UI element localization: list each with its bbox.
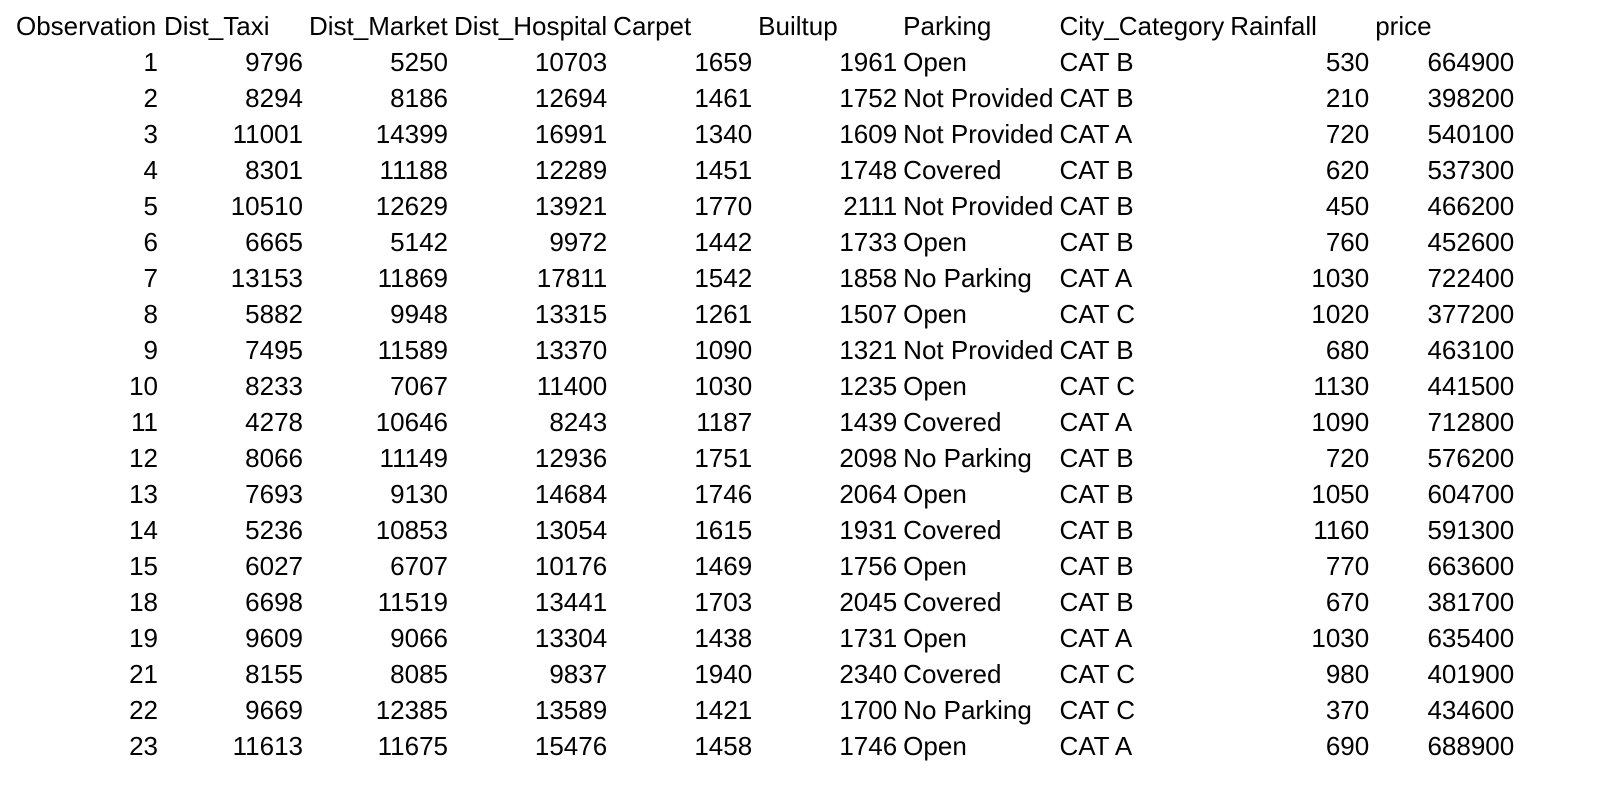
table-cell[interactable]: 11519 bbox=[377, 587, 448, 617]
table-cell[interactable]: 1609 bbox=[839, 119, 898, 149]
table-cell[interactable]: 441500 bbox=[1427, 371, 1515, 401]
table-cell[interactable]: 6027 bbox=[245, 551, 303, 581]
table-cell[interactable]: 9948 bbox=[390, 299, 448, 329]
table-cell[interactable]: 1507 bbox=[839, 299, 898, 329]
table-row bbox=[14, 116, 1518, 152]
table-cell[interactable]: 1751 bbox=[694, 443, 753, 473]
table-cell[interactable]: 620 bbox=[1325, 155, 1370, 185]
table-cell[interactable]: 12289 bbox=[534, 155, 608, 185]
table-cell[interactable]: CAT C bbox=[1059, 659, 1136, 689]
table-cell[interactable]: 720 bbox=[1325, 119, 1370, 149]
table-cell[interactable]: 1438 bbox=[694, 623, 753, 653]
table-cell[interactable]: 9130 bbox=[390, 479, 448, 509]
table-cell[interactable]: 1090 bbox=[1311, 407, 1370, 437]
table-cell[interactable]: Not Provided bbox=[903, 191, 1054, 221]
table-cell[interactable]: 1469 bbox=[694, 551, 753, 581]
table-cell[interactable]: 15476 bbox=[534, 731, 608, 761]
table-cell[interactable]: 722400 bbox=[1427, 263, 1515, 293]
table-row bbox=[14, 44, 1518, 80]
table-cell[interactable]: 712800 bbox=[1427, 407, 1515, 437]
table-cell[interactable]: 1 bbox=[143, 47, 158, 77]
table-cell[interactable]: Open bbox=[903, 299, 967, 329]
spreadsheet-table bbox=[14, 8, 1518, 764]
table-row bbox=[14, 584, 1518, 620]
column-header-2[interactable]: Dist_Market bbox=[309, 11, 448, 41]
table-row bbox=[14, 332, 1518, 368]
table-cell[interactable]: 720 bbox=[1325, 443, 1370, 473]
table-cell[interactable]: 22 bbox=[129, 695, 158, 725]
table-row bbox=[14, 692, 1518, 728]
table-cell[interactable]: CAT B bbox=[1059, 191, 1134, 221]
table-cell[interactable]: 8 bbox=[143, 299, 158, 329]
table-cell[interactable]: 11869 bbox=[377, 263, 448, 293]
table-row bbox=[14, 224, 1518, 260]
table-cell[interactable]: Open bbox=[903, 47, 967, 77]
table-cell[interactable]: 1752 bbox=[839, 83, 898, 113]
column-header-8[interactable]: Rainfall bbox=[1230, 11, 1317, 41]
table-cell[interactable]: Covered bbox=[903, 659, 1002, 689]
table-cell[interactable]: 8085 bbox=[390, 659, 448, 689]
table-cell[interactable]: 18 bbox=[129, 587, 158, 617]
column-header-7[interactable]: City_Category bbox=[1059, 11, 1225, 41]
table-cell[interactable]: 450 bbox=[1325, 191, 1370, 221]
table-row bbox=[14, 260, 1518, 296]
table-cell[interactable]: CAT B bbox=[1059, 155, 1134, 185]
table-cell[interactable]: 15 bbox=[129, 551, 158, 581]
table-cell[interactable]: 8301 bbox=[245, 155, 303, 185]
table-cell[interactable]: CAT C bbox=[1059, 695, 1136, 725]
table-row bbox=[14, 548, 1518, 584]
table-cell[interactable]: 12694 bbox=[534, 83, 608, 113]
table-cell[interactable]: 1261 bbox=[694, 299, 753, 329]
table-cell[interactable]: 398200 bbox=[1427, 83, 1515, 113]
table-cell[interactable]: 1615 bbox=[694, 515, 753, 545]
table-cell[interactable]: 8294 bbox=[245, 83, 303, 113]
table-cell[interactable]: CAT B bbox=[1059, 443, 1134, 473]
table-cell[interactable]: 5882 bbox=[245, 299, 303, 329]
table-cell[interactable]: 10 bbox=[129, 371, 158, 401]
table-cell[interactable]: 4278 bbox=[245, 407, 303, 437]
table-cell[interactable]: 537300 bbox=[1427, 155, 1515, 185]
table-cell[interactable]: 1746 bbox=[839, 731, 898, 761]
table-cell[interactable]: 370 bbox=[1325, 695, 1370, 725]
table-cell[interactable]: 5 bbox=[143, 191, 158, 221]
table-cell[interactable]: 11589 bbox=[377, 335, 448, 365]
header-row-group bbox=[14, 8, 1518, 44]
table-cell[interactable]: Covered bbox=[903, 407, 1002, 437]
table-cell[interactable]: 13153 bbox=[230, 263, 303, 293]
table-cell[interactable]: CAT B bbox=[1059, 227, 1134, 257]
table-cell[interactable]: 5142 bbox=[390, 227, 448, 257]
table-cell[interactable]: CAT C bbox=[1059, 371, 1136, 401]
table-cell[interactable]: 8243 bbox=[549, 407, 608, 437]
table-cell[interactable]: 21 bbox=[129, 659, 158, 689]
table-cell[interactable]: Open bbox=[903, 551, 967, 581]
table-cell[interactable]: CAT A bbox=[1059, 119, 1133, 149]
table-cell[interactable]: 7693 bbox=[245, 479, 303, 509]
table-cell[interactable]: 10853 bbox=[375, 515, 448, 545]
table-cell[interactable]: 670 bbox=[1325, 587, 1370, 617]
table-cell[interactable]: 9669 bbox=[245, 695, 303, 725]
table-row bbox=[14, 476, 1518, 512]
table-row bbox=[14, 440, 1518, 476]
table-cell[interactable]: 1030 bbox=[694, 371, 753, 401]
table-cell[interactable]: 5250 bbox=[390, 47, 448, 77]
column-header-3[interactable]: Dist_Hospital bbox=[454, 11, 608, 41]
table-cell[interactable]: 591300 bbox=[1427, 515, 1515, 545]
table-cell[interactable]: Open bbox=[903, 731, 967, 761]
table-cell[interactable]: 466200 bbox=[1427, 191, 1515, 221]
table-cell[interactable]: 680 bbox=[1325, 335, 1370, 365]
table-cell[interactable]: No Parking bbox=[903, 443, 1032, 473]
table-cell[interactable]: 434600 bbox=[1427, 695, 1515, 725]
table-cell[interactable]: 13304 bbox=[534, 623, 608, 653]
table-cell[interactable]: 6 bbox=[143, 227, 158, 257]
table-cell[interactable]: Covered bbox=[903, 587, 1002, 617]
table-row bbox=[14, 512, 1518, 548]
table-cell[interactable]: 2 bbox=[143, 83, 158, 113]
table-cell[interactable]: 3 bbox=[143, 119, 158, 149]
table-cell[interactable]: 9837 bbox=[549, 659, 608, 689]
table-cell[interactable]: Open bbox=[903, 479, 967, 509]
table-cell[interactable]: 9796 bbox=[245, 47, 303, 77]
table-cell[interactable]: 13441 bbox=[534, 587, 608, 617]
table-cell[interactable]: 980 bbox=[1325, 659, 1370, 689]
table-cell[interactable]: 1030 bbox=[1311, 623, 1370, 653]
table-cell[interactable]: CAT C bbox=[1059, 299, 1136, 329]
table-cell[interactable]: 7067 bbox=[390, 371, 448, 401]
table-cell[interactable]: 19 bbox=[129, 623, 158, 653]
table-body bbox=[14, 44, 1518, 764]
table-row bbox=[14, 188, 1518, 224]
table-cell[interactable]: 377200 bbox=[1427, 299, 1515, 329]
table-cell[interactable]: 10646 bbox=[375, 407, 448, 437]
table-cell[interactable]: 1321 bbox=[839, 335, 898, 365]
table-cell[interactable]: 1451 bbox=[694, 155, 753, 185]
table-cell[interactable]: 760 bbox=[1325, 227, 1370, 257]
table-cell[interactable]: 1090 bbox=[694, 335, 753, 365]
table-cell[interactable]: 13054 bbox=[534, 515, 608, 545]
table-cell[interactable]: 530 bbox=[1325, 47, 1370, 77]
table-cell[interactable]: CAT A bbox=[1059, 407, 1133, 437]
table-cell[interactable]: CAT B bbox=[1059, 83, 1134, 113]
table-cell[interactable]: 664900 bbox=[1427, 47, 1515, 77]
table-cell[interactable]: 6707 bbox=[390, 551, 448, 581]
table-cell[interactable]: 14399 bbox=[375, 119, 448, 149]
table-cell[interactable]: 8233 bbox=[245, 371, 303, 401]
table-cell[interactable]: 1235 bbox=[839, 371, 898, 401]
table-cell[interactable]: 9609 bbox=[245, 623, 303, 653]
table-cell[interactable]: CAT B bbox=[1059, 551, 1134, 581]
table-cell[interactable]: 2340 bbox=[839, 659, 898, 689]
table-cell[interactable]: 1961 bbox=[839, 47, 898, 77]
table-cell[interactable]: CAT A bbox=[1059, 263, 1133, 293]
table-cell[interactable]: 463100 bbox=[1427, 335, 1515, 365]
table-row bbox=[14, 368, 1518, 404]
table-cell[interactable]: 12385 bbox=[375, 695, 448, 725]
table-cell[interactable]: 1030 bbox=[1311, 263, 1370, 293]
table-cell[interactable]: 2098 bbox=[839, 443, 898, 473]
table-cell[interactable]: CAT B bbox=[1059, 587, 1134, 617]
table-cell[interactable]: 7 bbox=[143, 263, 158, 293]
table-cell[interactable]: 8066 bbox=[245, 443, 303, 473]
column-header-9[interactable]: price bbox=[1375, 11, 1432, 41]
table-cell[interactable]: 14 bbox=[129, 515, 158, 545]
table-cell[interactable]: 381700 bbox=[1427, 587, 1515, 617]
table-cell[interactable]: 1461 bbox=[694, 83, 753, 113]
table-cell[interactable]: 1931 bbox=[839, 515, 898, 545]
table-cell[interactable]: 452600 bbox=[1427, 227, 1515, 257]
table-cell[interactable]: 2111 bbox=[843, 191, 898, 221]
table-cell[interactable]: 1756 bbox=[839, 551, 898, 581]
table-cell[interactable]: 1340 bbox=[694, 119, 753, 149]
table-cell[interactable]: Covered bbox=[903, 155, 1002, 185]
table-cell[interactable]: 635400 bbox=[1427, 623, 1515, 653]
table-cell[interactable]: 1050 bbox=[1311, 479, 1370, 509]
table-cell[interactable]: 1442 bbox=[694, 227, 753, 257]
table-cell[interactable]: CAT B bbox=[1059, 335, 1134, 365]
column-header-1[interactable]: Dist_Taxi bbox=[164, 11, 270, 41]
table-cell[interactable]: CAT B bbox=[1059, 515, 1134, 545]
table-cell[interactable]: 1858 bbox=[839, 263, 898, 293]
table-cell[interactable]: 10176 bbox=[534, 551, 608, 581]
table-cell[interactable]: 11613 bbox=[232, 731, 303, 761]
table-cell[interactable]: 690 bbox=[1325, 731, 1370, 761]
table-cell[interactable]: 17811 bbox=[536, 263, 608, 293]
table-cell[interactable]: Covered bbox=[903, 515, 1002, 545]
table-cell[interactable]: CAT A bbox=[1059, 731, 1133, 761]
table-cell[interactable]: 10703 bbox=[534, 47, 608, 77]
table-cell[interactable]: CAT B bbox=[1059, 47, 1134, 77]
table-cell[interactable]: 6698 bbox=[245, 587, 303, 617]
table-cell[interactable]: 1748 bbox=[839, 155, 898, 185]
table-cell[interactable]: 1733 bbox=[839, 227, 898, 257]
table-cell[interactable]: 16991 bbox=[534, 119, 608, 149]
table-cell[interactable]: 11001 bbox=[232, 119, 303, 149]
table-cell[interactable]: 11400 bbox=[536, 371, 608, 401]
table-cell[interactable]: 9 bbox=[143, 335, 158, 365]
table-cell[interactable]: 23 bbox=[129, 731, 158, 761]
table-row bbox=[14, 296, 1518, 332]
table-row bbox=[14, 620, 1518, 656]
table-cell[interactable]: Open bbox=[903, 371, 967, 401]
table-cell[interactable]: Not Provided bbox=[903, 119, 1054, 149]
table-cell[interactable]: 7495 bbox=[245, 335, 303, 365]
header-row bbox=[14, 8, 1518, 44]
table-row bbox=[14, 728, 1518, 764]
table-cell[interactable]: 12936 bbox=[534, 443, 608, 473]
table-cell[interactable]: 1160 bbox=[1313, 515, 1370, 545]
table-cell[interactable]: 13589 bbox=[534, 695, 608, 725]
table-cell[interactable]: No Parking bbox=[903, 695, 1032, 725]
table-cell[interactable]: 401900 bbox=[1427, 659, 1515, 689]
column-header-6[interactable]: Parking bbox=[903, 11, 992, 41]
table-cell[interactable]: 576200 bbox=[1427, 443, 1515, 473]
table-cell[interactable]: 8186 bbox=[390, 83, 448, 113]
table-cell[interactable]: 1731 bbox=[839, 623, 898, 653]
table-row bbox=[14, 656, 1518, 692]
table-cell[interactable]: 1020 bbox=[1311, 299, 1370, 329]
table-cell[interactable]: 11 bbox=[131, 407, 158, 437]
table-cell[interactable]: 9972 bbox=[549, 227, 608, 257]
table-cell[interactable]: 1542 bbox=[694, 263, 753, 293]
column-header-5[interactable]: Builtup bbox=[758, 11, 838, 41]
table-cell[interactable]: 12 bbox=[129, 443, 158, 473]
table-cell[interactable]: 2064 bbox=[839, 479, 898, 509]
table-cell[interactable]: 8155 bbox=[245, 659, 303, 689]
table-cell[interactable]: 13 bbox=[129, 479, 158, 509]
table-cell[interactable]: 1746 bbox=[694, 479, 753, 509]
table-cell[interactable]: 1421 bbox=[694, 695, 753, 725]
table-cell[interactable]: 9066 bbox=[390, 623, 448, 653]
table-cell[interactable]: 12629 bbox=[375, 191, 448, 221]
table-cell[interactable]: 663600 bbox=[1427, 551, 1515, 581]
table-row bbox=[14, 404, 1518, 440]
column-header-0[interactable]: Observation bbox=[16, 11, 157, 41]
table-cell[interactable]: 1940 bbox=[694, 659, 753, 689]
table-cell[interactable]: 1439 bbox=[839, 407, 898, 437]
table-cell[interactable]: 10510 bbox=[230, 191, 303, 221]
table-cell[interactable]: 6665 bbox=[245, 227, 303, 257]
table-cell[interactable]: Not Provided bbox=[903, 83, 1054, 113]
table-row bbox=[14, 152, 1518, 188]
table-cell[interactable]: 2045 bbox=[839, 587, 898, 617]
table-cell[interactable]: 11149 bbox=[379, 443, 448, 473]
table-cell[interactable]: 604700 bbox=[1427, 479, 1515, 509]
table-cell[interactable]: 5236 bbox=[245, 515, 303, 545]
table-row bbox=[14, 80, 1518, 116]
table-cell[interactable]: 210 bbox=[1325, 83, 1370, 113]
table-cell[interactable]: 1770 bbox=[694, 191, 753, 221]
table-cell[interactable]: 11188 bbox=[379, 155, 448, 185]
table-cell[interactable]: 14684 bbox=[534, 479, 608, 509]
table-cell[interactable]: 770 bbox=[1325, 551, 1370, 581]
table-cell[interactable]: Open bbox=[903, 623, 967, 653]
table-cell[interactable]: 13370 bbox=[534, 335, 608, 365]
table-cell[interactable]: 1700 bbox=[839, 695, 898, 725]
table-cell[interactable]: No Parking bbox=[903, 263, 1032, 293]
table-cell[interactable]: 1458 bbox=[694, 731, 753, 761]
column-header-4[interactable]: Carpet bbox=[613, 11, 692, 41]
table-cell[interactable]: 11675 bbox=[377, 731, 448, 761]
table-cell[interactable]: 4 bbox=[143, 155, 158, 185]
table-cell[interactable]: 13315 bbox=[534, 299, 608, 329]
table-cell[interactable]: 13921 bbox=[534, 191, 608, 221]
table-cell[interactable]: 540100 bbox=[1427, 119, 1515, 149]
table-cell[interactable]: CAT B bbox=[1059, 479, 1134, 509]
table-cell[interactable]: 1659 bbox=[694, 47, 753, 77]
table-cell[interactable]: 1187 bbox=[696, 407, 753, 437]
table-cell[interactable]: Not Provided bbox=[903, 335, 1054, 365]
table-cell[interactable]: CAT A bbox=[1059, 623, 1133, 653]
table-cell[interactable]: Open bbox=[903, 227, 967, 257]
table-cell[interactable]: 688900 bbox=[1427, 731, 1515, 761]
table-cell[interactable]: 1130 bbox=[1313, 371, 1370, 401]
table-cell[interactable]: 1703 bbox=[694, 587, 753, 617]
